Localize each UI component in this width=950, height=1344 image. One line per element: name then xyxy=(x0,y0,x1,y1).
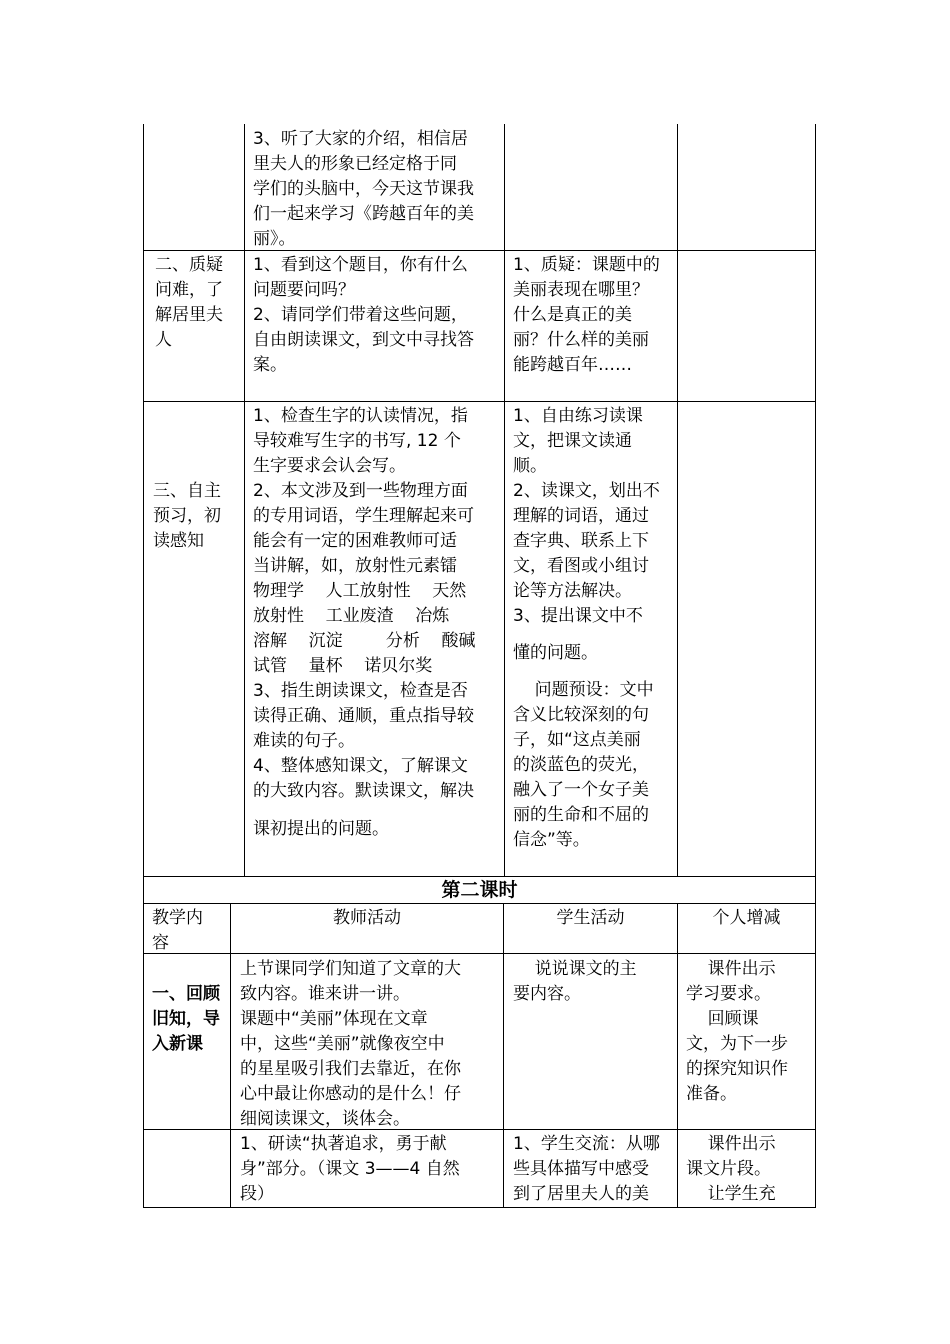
text-line: 3、指生朗读课文，检查是否 xyxy=(253,681,468,701)
table-line xyxy=(143,1207,816,1208)
section3-student-cell xyxy=(513,404,675,853)
text-line: 教学内 xyxy=(152,908,203,928)
text-line: 试管 量杯 诺贝尔奖 xyxy=(253,656,433,676)
text-line: 丽的生命和不屈的 xyxy=(513,805,649,825)
text-line: 能跨越百年…… xyxy=(513,355,632,375)
text-line: 一、回顾 xyxy=(152,984,220,1004)
l2-section2-student-cell xyxy=(513,1132,675,1207)
text-line: 1、学生交流：从哪 xyxy=(513,1134,660,1154)
text-line: 读感知 xyxy=(153,531,204,551)
text-line: 4、整体感知课文，了解课文 xyxy=(253,756,468,776)
text-line: 入新课 xyxy=(152,1034,203,1054)
text-line: 1、研读“执著追求，勇于献 xyxy=(240,1134,447,1154)
text-line: 个人增减 xyxy=(712,908,781,928)
header-personal xyxy=(678,906,815,931)
table-line xyxy=(143,401,816,402)
text-line: 能会有一定的困难教师可适 xyxy=(253,531,457,551)
table-line xyxy=(815,124,816,1208)
text-line: 文，看图或小组讨 xyxy=(513,556,649,576)
text-line: 要内容。 xyxy=(513,984,581,1004)
text-line: 什么是真正的美 xyxy=(513,305,632,325)
text-line: 生字要求会认会写。 xyxy=(253,456,406,476)
text-line: 融入了一个女子美 xyxy=(513,780,649,800)
text-line: 案。 xyxy=(253,355,287,375)
section2-student-cell xyxy=(513,253,675,378)
header-content xyxy=(152,906,228,956)
text-line: 致内容。谁来讲一讲。 xyxy=(240,984,410,1004)
text-line: 3、提出课文中不 xyxy=(513,606,643,626)
table-line xyxy=(143,876,144,1208)
l2-section1-personal-cell xyxy=(686,957,814,1107)
text-line: 2、读课文，划出不 xyxy=(513,481,660,501)
text-line: 课初提出的问题。 xyxy=(253,819,389,839)
text-line: 细阅读课文，谈体会。 xyxy=(240,1109,410,1129)
text-line: 懂的问题。 xyxy=(513,643,598,663)
text-line: 的大致内容。默读课文，解决 xyxy=(253,781,474,801)
table-line xyxy=(677,903,678,1208)
text-line: 含义比较深刻的句 xyxy=(513,705,649,725)
text-line: 到了居里夫人的美 xyxy=(513,1184,649,1204)
text-line: 课件出示 xyxy=(686,1134,776,1154)
section2-content-cell xyxy=(155,253,243,353)
text-line: 些具体描写中感受 xyxy=(513,1159,649,1179)
table-line xyxy=(244,124,245,877)
text-line: 问难，了 xyxy=(155,280,223,300)
text-line: 让学生充 xyxy=(686,1184,776,1204)
l2-section2-teacher-cell xyxy=(240,1132,502,1207)
text-line: 文，把课文读通 xyxy=(513,431,632,451)
text-line: 2、本文涉及到一些物理方面 xyxy=(253,481,468,501)
text-line: 问题预设：文中 xyxy=(513,680,654,700)
text-line: 说说课文的主 xyxy=(513,959,637,979)
table-line xyxy=(504,124,505,877)
text-line: 当讲解，如，放射性元素镭 xyxy=(253,556,457,576)
text-line: 子，如“这点美丽 xyxy=(513,730,641,750)
table-line xyxy=(230,903,231,1208)
text-line: 学们的头脑中，今天这节课我 xyxy=(253,179,474,199)
table-line xyxy=(143,953,816,954)
text-line: 容 xyxy=(152,933,169,953)
lesson-two-title: 第二课时 xyxy=(441,879,518,901)
text-line: 1、自由练习读课 xyxy=(513,406,643,426)
text-line: 学生活动 xyxy=(556,908,625,928)
l2-section1-teacher-cell xyxy=(240,957,502,1132)
text-line: 的专用词语，学生理解起来可 xyxy=(253,506,474,526)
l2-section1-content-cell xyxy=(152,982,228,1057)
text-line: 信念”等。 xyxy=(513,830,590,850)
text-line: 们一起来学习《跨越百年的美 xyxy=(253,204,474,224)
text-line: 的淡蓝色的荧光， xyxy=(513,755,649,775)
text-line: 准备。 xyxy=(686,1084,737,1104)
text-line: 的探究知识作 xyxy=(686,1059,788,1079)
section2-teacher-cell xyxy=(253,253,501,378)
header-teacher xyxy=(231,906,503,931)
table-line xyxy=(503,903,504,1208)
text-line: 1、检查生字的认读情况，指 xyxy=(253,406,468,426)
table-line xyxy=(143,124,144,877)
text-line: 心中最让你感动的是什么！仔 xyxy=(240,1084,461,1104)
text-line: 上节课同学们知道了文章的大 xyxy=(240,959,461,979)
header-student xyxy=(504,906,677,931)
intro-teacher-cell xyxy=(253,127,501,252)
text-line: 里夫人的形象已经定格于同 xyxy=(253,154,457,174)
table-line xyxy=(677,124,678,877)
text-line: 文，为下一步 xyxy=(686,1034,788,1054)
text-line: 学习要求。 xyxy=(686,984,771,1004)
text-line: 旧知，导 xyxy=(152,1009,220,1029)
text-line: 课题中“美丽”体现在文章 xyxy=(240,1009,428,1029)
text-line: 课件出示 xyxy=(686,959,776,979)
text-line: 解居里夫 xyxy=(155,305,223,325)
text-line: 二、质疑 xyxy=(155,255,223,275)
l2-section2-personal-cell xyxy=(686,1132,814,1207)
text-line: 查字典、联系上下 xyxy=(513,531,649,551)
text-line: 难读的句子。 xyxy=(253,731,355,751)
text-line: 问题要问吗？ xyxy=(253,280,355,300)
text-line: 论等方法解决。 xyxy=(513,581,632,601)
text-line: 教师活动 xyxy=(333,908,401,928)
text-line: 理解的词语，通过 xyxy=(513,506,649,526)
text-line: 丽》。 xyxy=(253,229,296,249)
text-line: 2、请同学们带着这些问题， xyxy=(253,305,468,325)
text-line: 丽？什么样的美丽 xyxy=(513,330,649,350)
text-line: 三、自主 xyxy=(153,481,221,501)
text-line: 的星星吸引我们去靠近，在你 xyxy=(240,1059,461,1079)
text-line: 顺。 xyxy=(513,456,547,476)
text-line: 自由朗读课文，到文中寻找答 xyxy=(253,330,474,350)
text-line: 3、听了大家的介绍，相信居 xyxy=(253,129,468,149)
text-line: 美丽表现在哪里？ xyxy=(513,280,649,300)
text-line: 1、质疑：课题中的 xyxy=(513,255,660,275)
section3-content-cell xyxy=(153,479,243,554)
text-line: 导较难写生字的书写, 12 个 xyxy=(253,431,461,451)
text-line: 溶解 沉淀 分析 酸碱 xyxy=(253,631,476,651)
text-line: 段） xyxy=(240,1184,274,1204)
text-line: 物理学 人工放射性 天然 xyxy=(253,581,467,601)
text-line: 中，这些“美丽”就像夜空中 xyxy=(240,1034,445,1054)
text-line: 预习，初 xyxy=(153,506,221,526)
text-line: 放射性 工业废渣 冶炼 xyxy=(253,606,450,626)
text-line: 人 xyxy=(155,330,172,350)
text-line: 回顾课 xyxy=(686,1009,759,1029)
l2-section1-student-cell xyxy=(513,957,675,1007)
text-line: 读得正确、通顺，重点指导较 xyxy=(253,706,474,726)
section3-teacher-cell xyxy=(253,404,501,842)
text-line: 1、看到这个题目，你有什么 xyxy=(253,255,468,275)
text-line: 身”部分。（课文 3——4 自然 xyxy=(240,1159,460,1179)
text-line: 课文片段。 xyxy=(686,1159,771,1179)
